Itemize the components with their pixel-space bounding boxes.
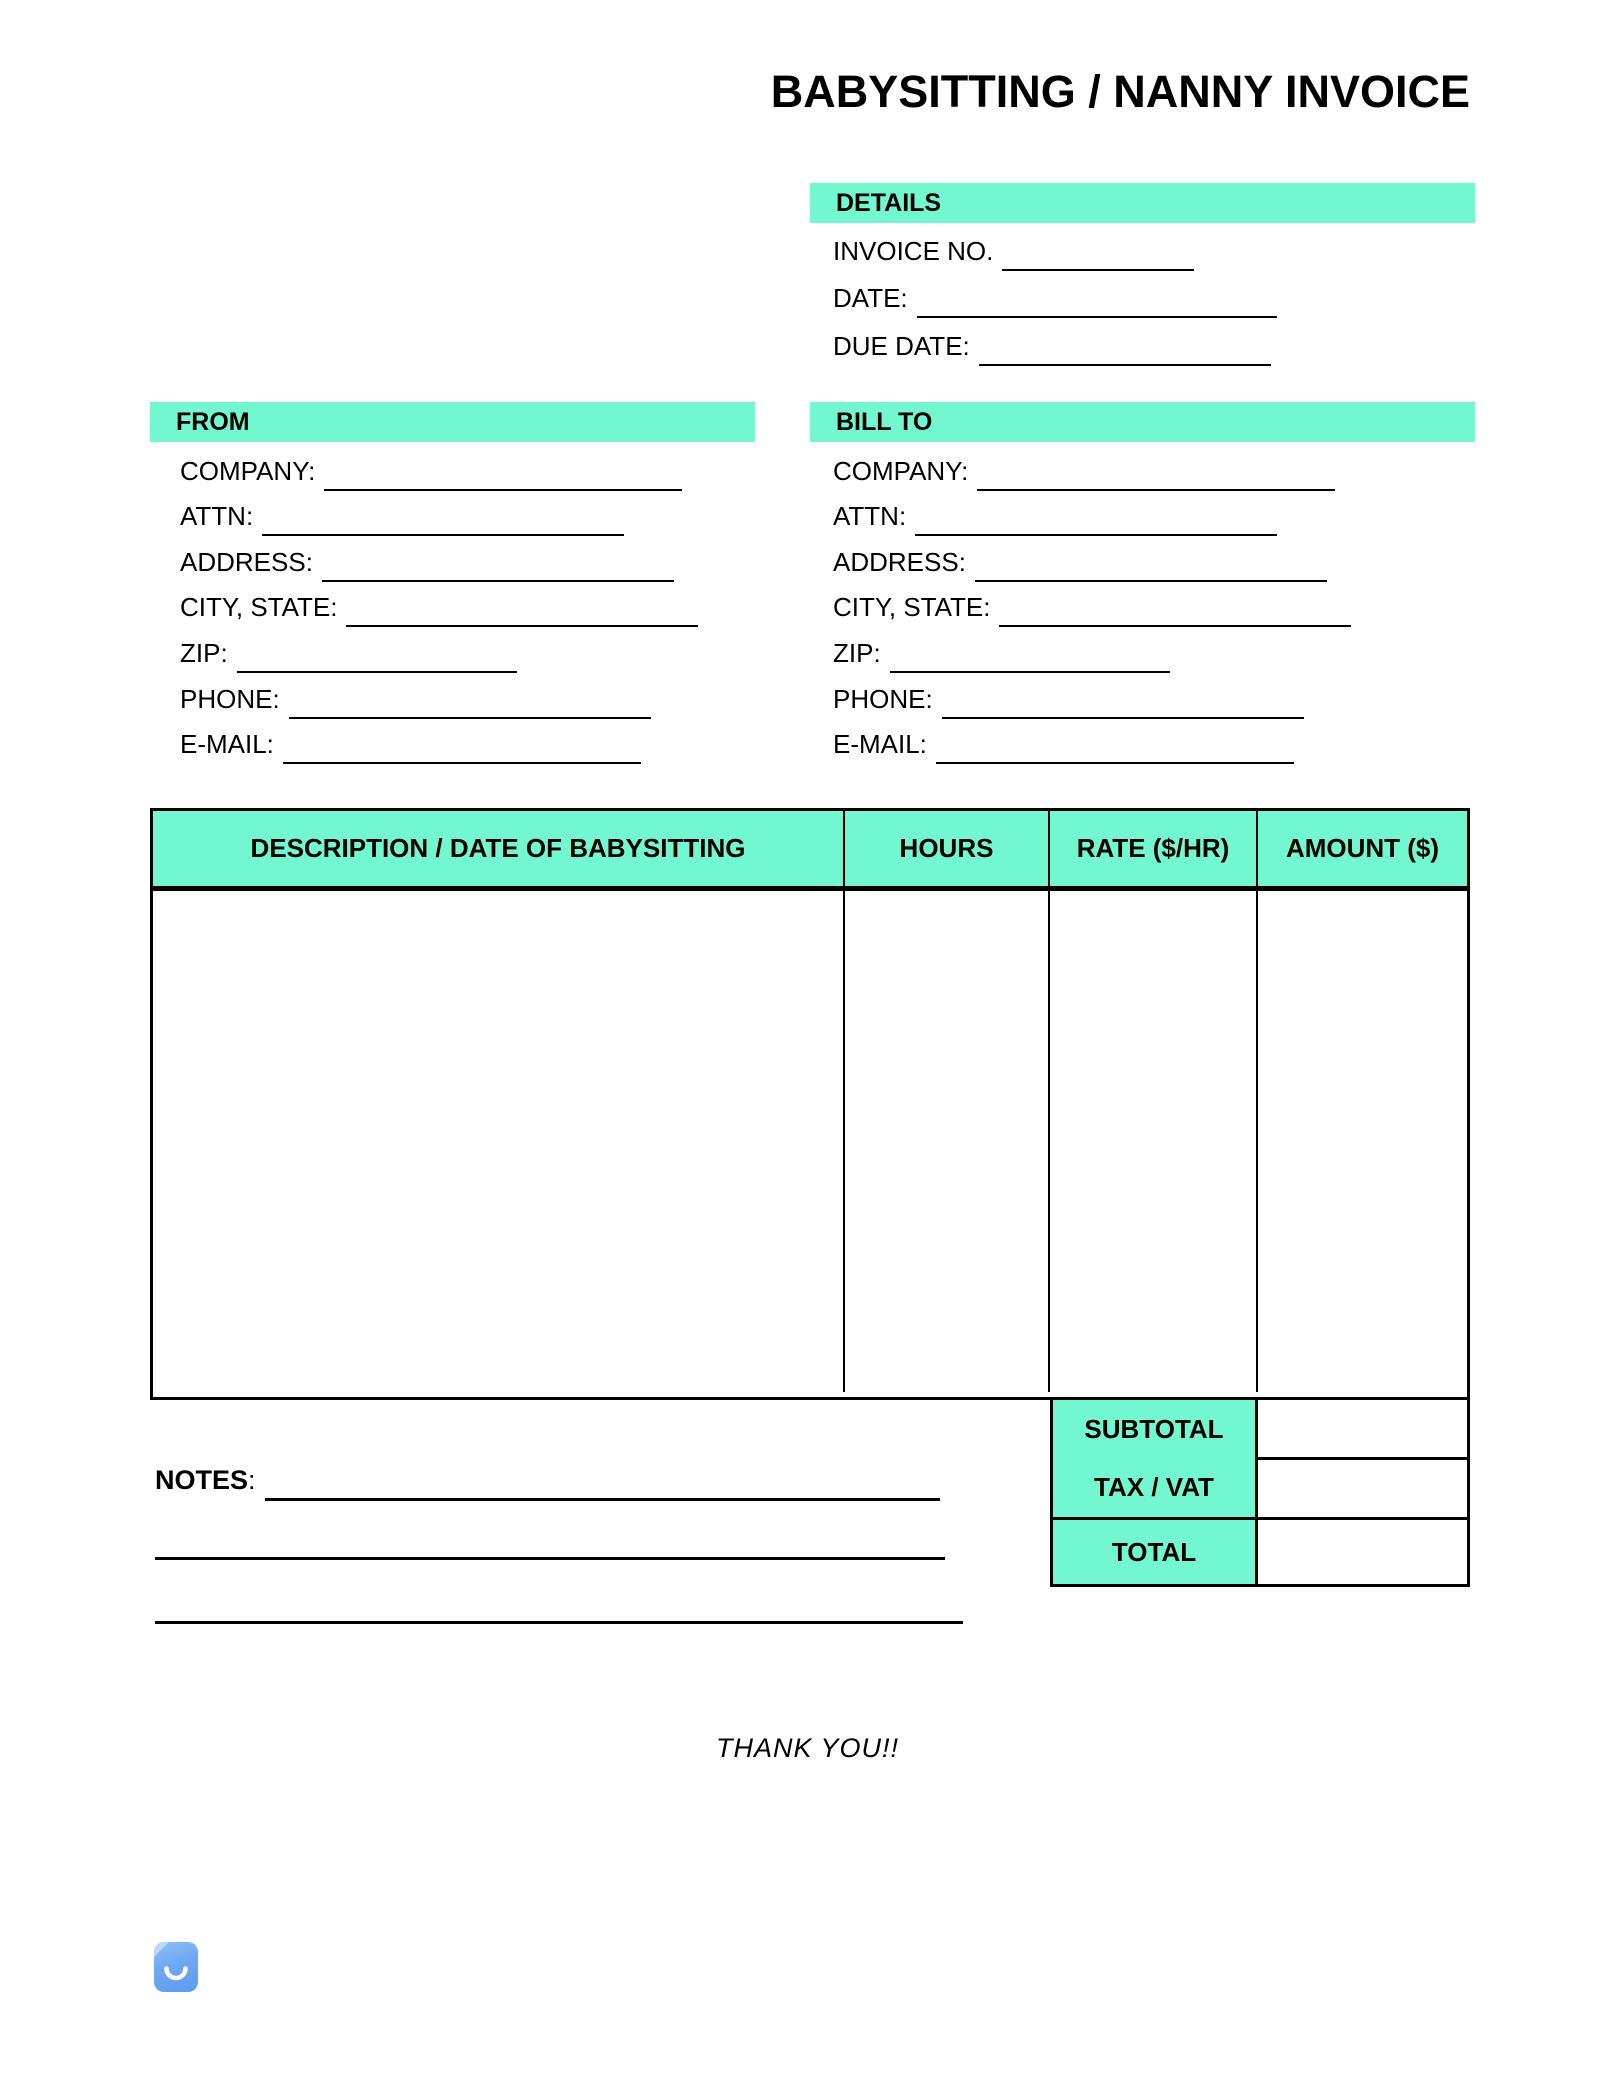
from-zip-label: ZIP: — [180, 637, 228, 668]
bill-to-zip-label: ZIP: — [833, 637, 881, 668]
bill-to-email-label: E-MAIL: — [833, 729, 927, 760]
from-section-header — [150, 402, 755, 442]
bill-to-company-row — [833, 450, 1473, 496]
details-section-header — [810, 183, 1475, 223]
from-city-state-row — [180, 587, 760, 633]
item-hours-cell[interactable] — [845, 891, 1050, 1392]
from-phone-label: PHONE: — [180, 683, 280, 714]
notes-line-2[interactable] — [155, 1557, 945, 1560]
from-city-state-label: CITY, STATE: — [180, 592, 338, 623]
due-date-row — [833, 323, 1473, 371]
from-company-field[interactable] — [324, 465, 682, 491]
bill-to-city-state-field[interactable] — [999, 601, 1351, 627]
page-fold-corner — [154, 1942, 169, 1957]
due-date-field[interactable] — [979, 340, 1271, 366]
bill-to-zip-field[interactable] — [890, 647, 1170, 673]
tax-vat-value-cell[interactable] — [1258, 1460, 1470, 1520]
column-header-rate: RATE ($/HR) — [1050, 811, 1258, 886]
from-phone-row — [180, 678, 760, 724]
total-label: TOTAL — [1050, 1520, 1258, 1587]
from-attn-field[interactable] — [262, 510, 624, 536]
from-zip-row — [180, 632, 760, 678]
items-table-header-row — [153, 811, 1467, 891]
bill-to-company-field[interactable] — [977, 465, 1335, 491]
bill-to-email-row — [833, 724, 1473, 770]
bill-to-company-label: COMPANY: — [833, 455, 969, 486]
smile-icon — [163, 1966, 189, 1984]
item-rate-cell[interactable] — [1050, 891, 1258, 1392]
from-company-label: COMPANY: — [180, 455, 316, 486]
bill-to-attn-field[interactable] — [915, 510, 1277, 536]
subtotal-value-cell[interactable] — [1258, 1400, 1470, 1460]
smiling-document-logo — [154, 1942, 198, 1992]
bill-to-address-field[interactable] — [975, 556, 1327, 582]
items-table-body-row — [153, 891, 1467, 1392]
bill-to-fieldset — [833, 450, 1473, 769]
bill-to-email-field[interactable] — [936, 738, 1294, 764]
item-description-cell[interactable] — [153, 891, 845, 1392]
thank-you-text: THANK YOU!! — [715, 1733, 900, 1763]
bill-to-attn-label: ATTN: — [833, 501, 907, 532]
invoice-number-field[interactable] — [1002, 245, 1194, 271]
column-header-description: DESCRIPTION / DATE OF BABYSITTING — [153, 811, 845, 886]
subtotal-label: SUBTOTAL — [1084, 1413, 1224, 1444]
column-header-hours: HOURS — [845, 811, 1050, 886]
bill-to-address-label: ADDRESS: — [833, 546, 966, 577]
notes-line-3[interactable] — [155, 1621, 963, 1624]
from-header-label: FROM — [176, 407, 250, 436]
bill-to-address-row — [833, 541, 1473, 587]
bill-to-phone-row — [833, 678, 1473, 724]
details-header-label: DETAILS — [836, 188, 942, 217]
notes-row — [155, 1458, 940, 1504]
from-attn-row — [180, 496, 760, 542]
from-email-row — [180, 724, 760, 770]
from-zip-field[interactable] — [237, 647, 517, 673]
details-fieldset — [833, 228, 1473, 371]
due-date-label: DUE DATE: — [833, 330, 970, 361]
total-value-cell[interactable] — [1258, 1520, 1470, 1587]
summary-labels-block — [1050, 1400, 1258, 1520]
date-label: DATE: — [833, 283, 908, 313]
invoice-number-label: INVOICE NO. — [833, 235, 994, 266]
bill-to-header-label: BILL TO — [836, 407, 933, 436]
bill-to-section-header — [810, 402, 1475, 442]
from-email-field[interactable] — [283, 738, 641, 764]
bill-to-zip-row — [833, 632, 1473, 678]
notes-line-1[interactable] — [265, 1475, 940, 1501]
notes-colon: : — [248, 1465, 256, 1495]
item-amount-cell[interactable] — [1258, 891, 1467, 1392]
bill-to-attn-row — [833, 496, 1473, 542]
from-attn-label: ATTN: — [180, 501, 254, 532]
from-address-field[interactable] — [322, 556, 674, 582]
page-title: BABYSITTING / NANNY INVOICE — [770, 66, 1470, 117]
bill-to-phone-field[interactable] — [942, 693, 1304, 719]
from-company-row — [180, 450, 760, 496]
date-field[interactable] — [917, 292, 1277, 318]
from-fieldset — [180, 450, 760, 769]
bill-to-phone-label: PHONE: — [833, 683, 933, 714]
tax-vat-label: TAX / VAT — [1094, 1472, 1214, 1503]
items-table — [150, 808, 1470, 1400]
bill-to-city-state-label: CITY, STATE: — [833, 592, 991, 623]
from-phone-field[interactable] — [289, 693, 651, 719]
date-row — [833, 276, 1473, 324]
invoice-number-row — [833, 228, 1473, 276]
bill-to-city-state-row — [833, 587, 1473, 633]
from-address-label: ADDRESS: — [180, 546, 313, 577]
from-city-state-field[interactable] — [346, 601, 698, 627]
notes-label: NOTES — [155, 1465, 249, 1495]
from-address-row — [180, 541, 760, 587]
from-email-label: E-MAIL: — [180, 729, 274, 760]
column-header-amount: AMOUNT ($) — [1285, 833, 1440, 863]
